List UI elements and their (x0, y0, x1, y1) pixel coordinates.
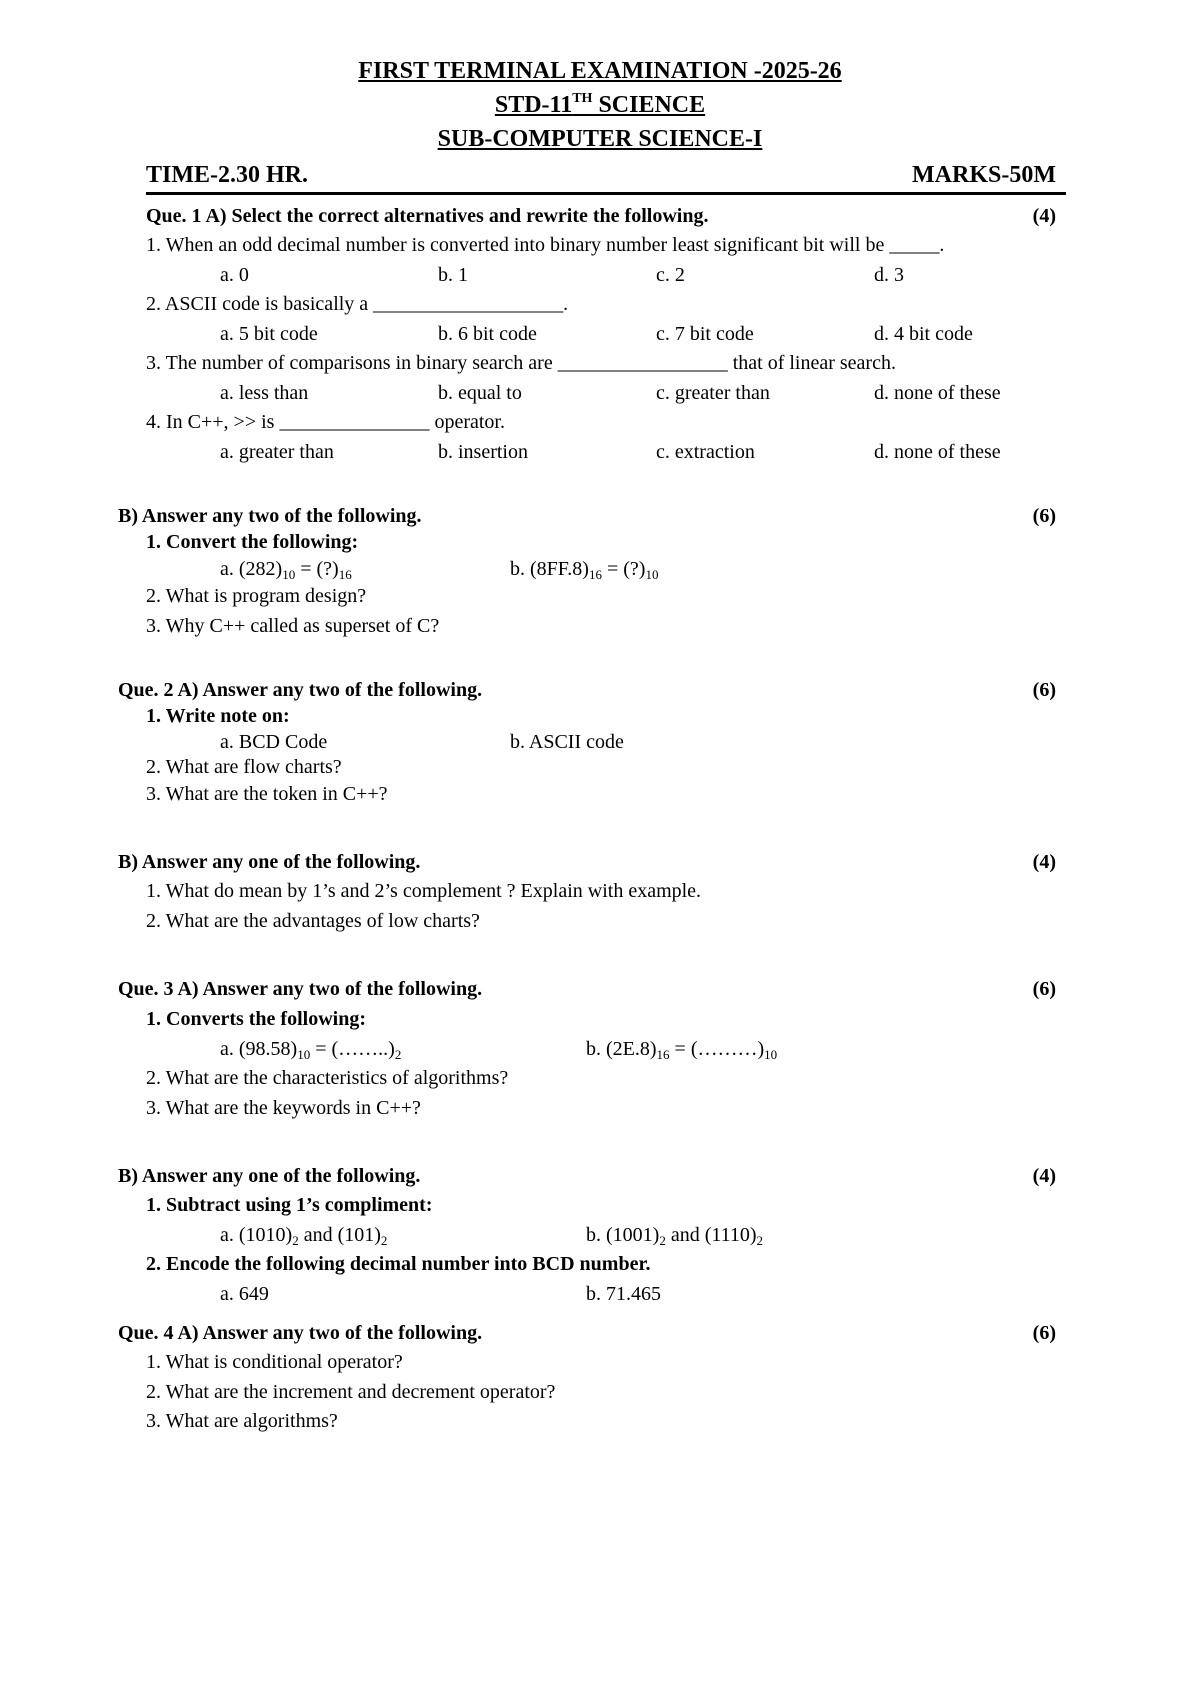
q2a-question-3: 3. What are the token in C++? (146, 783, 388, 805)
q3b-title: B) Answer any one of the following. (118, 1165, 421, 1187)
q3a-subquestion-1: 1. Converts the following: (146, 1008, 366, 1030)
q3b-subquestion-2: 2. Encode the following decimal number into BCD number. (146, 1253, 651, 1275)
q1a-q3-option-d: d. none of these (874, 382, 1001, 404)
q3a-convert-a: a. $(98.58)_{10}$ = $(\dots\dots..)_2$ (220, 1038, 402, 1062)
q3b-subtract-a: a. $(1010)_2$ and $(101)_2$ (220, 1224, 388, 1248)
standard-superscript: TH (572, 91, 593, 106)
q3b-subquestion-1: 1. Subtract using 1’s compliment: (146, 1194, 433, 1216)
q3a-title: Que. 3 A) Answer any two of the following. (118, 978, 483, 1000)
q3a-question-3: 3. What are the keywords in C++? (146, 1097, 421, 1119)
q1a-question-4: 4. In C++, >> is _______________ operator. (146, 411, 505, 433)
standard-prefix: STD-11 (494, 92, 573, 118)
q3b-encode-b: b. 71.465 (586, 1283, 661, 1305)
q2b-question-2: 2. What are the advantages of low charts? (146, 910, 480, 932)
q4a-question-3: 3. What are algorithms? (146, 1410, 338, 1432)
q2a-question-2: 2. What are flow charts? (146, 756, 342, 778)
q1a-q2-option-c: c. 7 bit code (656, 323, 754, 345)
q2a-subquestion-1: 1. Write note on: (146, 705, 290, 727)
q1a-q1-option-c: c. 2 (656, 264, 685, 286)
q4a-title: Que. 4 A) Answer any two of the following. (118, 1322, 483, 1344)
time-label: TIME-2.30 HR. (146, 162, 308, 188)
q2b-title: B) Answer any one of the following. (118, 851, 421, 873)
q4a-question-1: 1. What is conditional operator? (146, 1351, 403, 1373)
q1a-q1-option-a: a. 0 (220, 264, 249, 286)
q1b-subquestion-1: 1. Convert the following: (146, 531, 359, 553)
header-divider (146, 192, 1066, 195)
q1b-question-2: 2. What is program design? (146, 585, 367, 607)
q2a-marks: (6) (1032, 679, 1056, 701)
q2b-marks: (4) (1032, 851, 1056, 873)
q1b-marks: (6) (1032, 505, 1056, 527)
exam-title: FIRST TERMINAL EXAMINATION -2025-26 (358, 58, 842, 84)
q3a-question-2: 2. What are the characteristics of algorithms? (146, 1067, 509, 1089)
q1a-question-3: 3. The number of comparisons in binary search are _________________ that of linear search. (146, 352, 896, 374)
q2b-question-1: 1. What do mean by 1’s and 2’s complement ? Explain with example. (146, 880, 702, 902)
q4a-question-2: 2. What are the increment and decrement operator? (146, 1381, 556, 1403)
q4a-marks: (6) (1032, 1322, 1056, 1344)
q1a-q1-option-d: d. 3 (874, 264, 904, 286)
q1a-q3-option-c: c. greater than (656, 382, 770, 404)
q1a-q4-option-a: a. greater than (220, 441, 334, 463)
q1b-title: B) Answer any two of the following. (118, 505, 422, 527)
q1b-convert-a: a. $(282)_{10}$ = $(?)_{16}$ (220, 558, 352, 582)
q2a-note-b: b. ASCII code (510, 731, 624, 753)
q1a-q2-option-d: d. 4 bit code (874, 323, 973, 345)
q1a-marks: (4) (1032, 205, 1056, 227)
q3b-subtract-b: b. $(1001)_2$ and $(1110)_2$ (586, 1224, 764, 1248)
q1a-title: Que. 1 A) Select the correct alternatives and rewrite the following. (146, 205, 709, 227)
q2a-title: Que. 2 A) Answer any two of the following. (118, 679, 483, 701)
q2a-note-a: a. BCD Code (220, 731, 328, 753)
q1a-q4-option-b: b. insertion (438, 441, 528, 463)
q3a-marks: (6) (1032, 978, 1056, 1000)
standard-suffix: SCIENCE (592, 92, 706, 118)
q1a-q1-option-b: b. 1 (438, 264, 468, 286)
q1a-q2-option-b: b. 6 bit code (438, 323, 537, 345)
q1a-q4-option-c: c. extraction (656, 441, 755, 463)
marks-label: MARKS-50M (912, 162, 1056, 188)
q3b-encode-a: a. 649 (220, 1283, 269, 1305)
standard-line (0, 90, 1200, 120)
q1a-question-1: 1. When an odd decimal number is converted into binary number least significant bit will be _____. (146, 234, 945, 256)
q3a-convert-b: b. $(2E.8)_{16}$ = $(\dots\dots\dots)_{10}$ (586, 1038, 778, 1062)
q3b-marks: (4) (1032, 1165, 1056, 1187)
q1b-convert-b: b. $(8FF.8)_{16}$ = $(?)_{10}$ (510, 558, 659, 582)
q1a-q3-option-b: b. equal to (438, 382, 522, 404)
q1a-q3-option-a: a. less than (220, 382, 309, 404)
q1a-q4-option-d: d. none of these (874, 441, 1001, 463)
subject-line: SUB-COMPUTER SCIENCE-I (437, 126, 763, 152)
q1a-question-2: 2. ASCII code is basically a ___________________. (146, 293, 569, 315)
q1b-question-3: 3. Why C++ called as superset of C? (146, 615, 440, 637)
q1a-q2-option-a: a. 5 bit code (220, 323, 318, 345)
